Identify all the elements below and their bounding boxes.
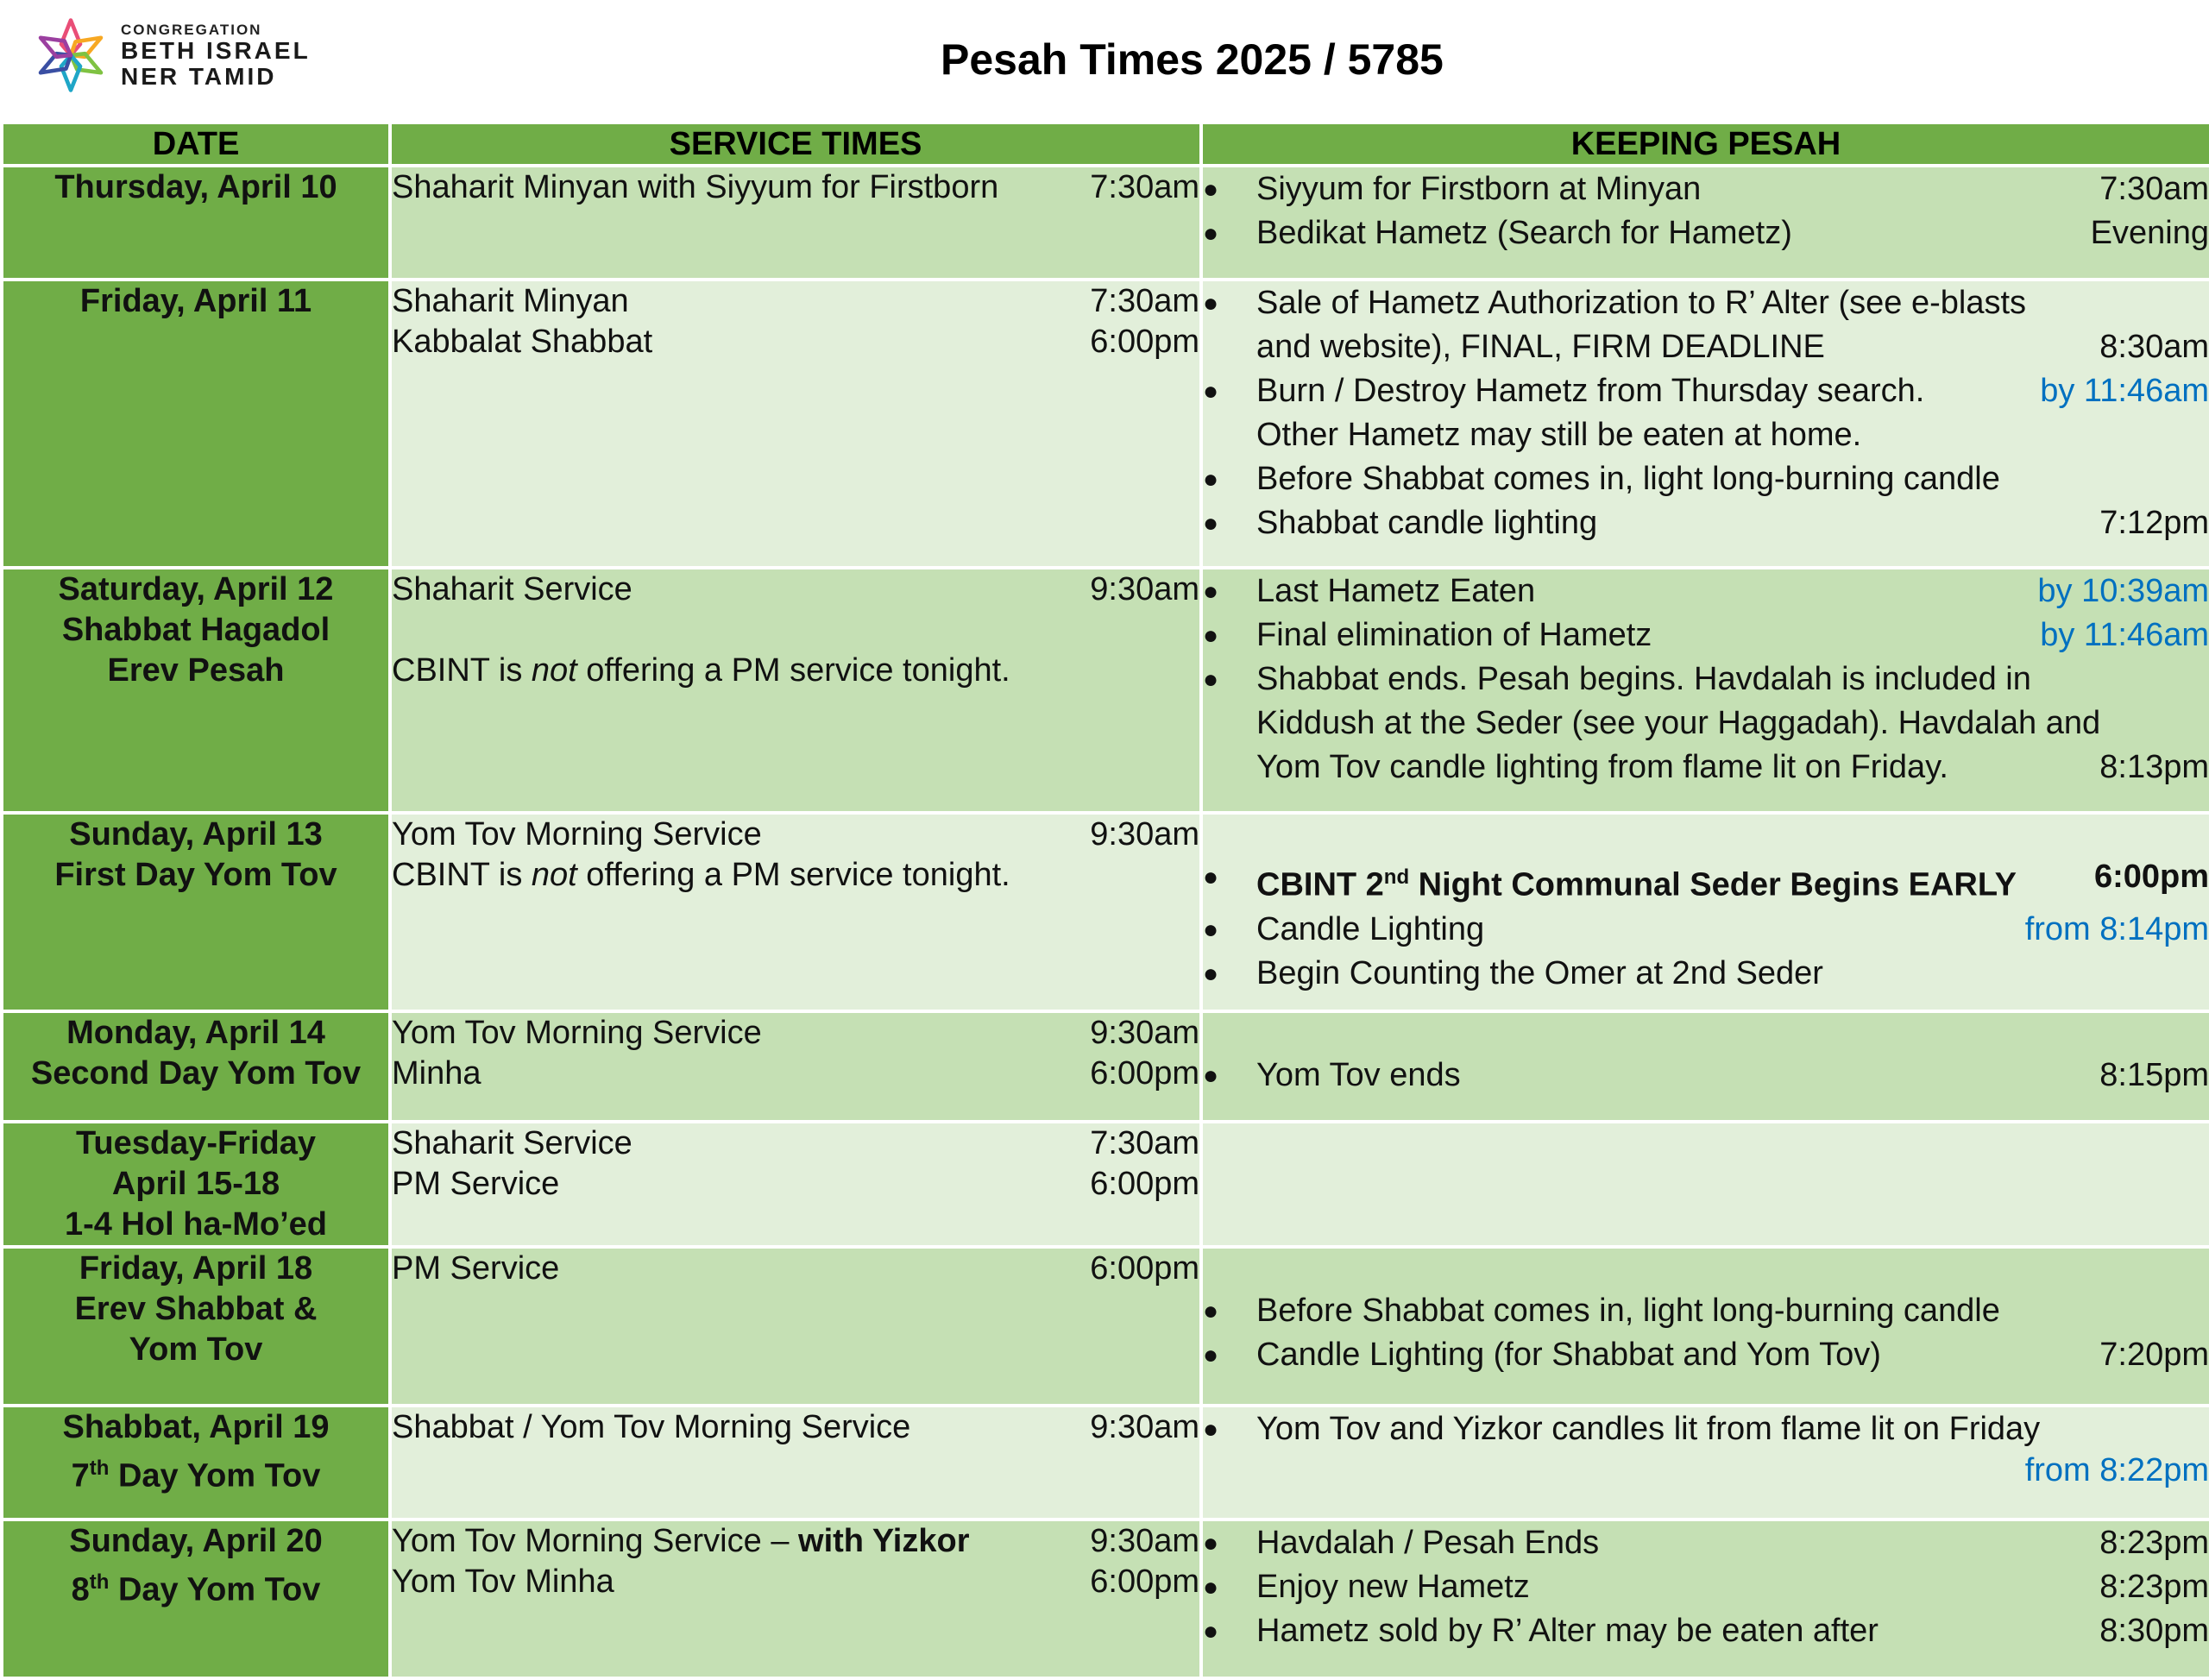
date-cell <box>2 568 390 813</box>
service-cell <box>390 1520 1201 1678</box>
table-row <box>2 166 2209 280</box>
service-name: Kabbalat Shabbat <box>392 324 653 360</box>
table-row <box>2 1011 2209 1122</box>
keeping-text: Other Hametz may still be eaten at home. <box>1256 417 1862 453</box>
date-line: Tuesday-Friday <box>75 1125 317 1161</box>
service-line <box>392 1054 1199 1094</box>
keeping-time: 6:00pm <box>2093 859 2209 895</box>
service-name: Shaharit Service <box>392 571 632 607</box>
keeping-time: Evening <box>2090 215 2209 251</box>
bullet-icon: ● <box>1203 863 1219 891</box>
date-line: Sunday, April 20 <box>69 1523 323 1559</box>
keeping-time: 8:23pm <box>2099 1525 2209 1561</box>
list-item <box>1203 1565 2209 1609</box>
bullet-icon: ● <box>1203 1061 1219 1090</box>
list-item <box>1203 952 2209 996</box>
list-item <box>1203 658 2209 790</box>
date-cell <box>2 166 390 280</box>
bullet-icon: ● <box>1203 1573 1219 1601</box>
date-cell <box>2 280 390 568</box>
service-time: 9:30am <box>1090 1523 1199 1559</box>
keeping-text: Begin Counting the Omer at 2nd Seder <box>1256 954 1823 991</box>
keeping-text: Before Shabbat comes in, light long-burning candle <box>1256 461 2000 497</box>
bullet-icon: ● <box>1203 959 1219 988</box>
service-name: Minha <box>392 1055 481 1092</box>
keeping-time: by 10:39am <box>2037 573 2209 609</box>
service-name: Yom Tov Morning Service <box>392 1015 762 1051</box>
service-time: 6:00pm <box>1090 1564 1199 1600</box>
list-item <box>1203 569 2209 613</box>
table-row <box>2 1520 2209 1678</box>
keeping-text: Enjoy new Hametz <box>1256 1569 1530 1605</box>
service-cell <box>390 568 1201 813</box>
keeping-text: Candle Lighting (for Shabbat and Yom Tov) <box>1256 1337 1881 1373</box>
service-name: Shaharit Service <box>392 1125 632 1161</box>
service-time: 7:30am <box>1090 1125 1199 1161</box>
bullet-icon: ● <box>1203 915 1219 944</box>
bullet-icon: ● <box>1203 175 1219 204</box>
service-note <box>392 651 1199 691</box>
table-header-row <box>2 123 2209 166</box>
keeping-text: Yom Tov ends <box>1256 1057 1461 1093</box>
bullet-icon: ● <box>1203 219 1219 248</box>
keeping-time: 7:30am <box>2099 171 2209 207</box>
service-name: Shaharit Minyan <box>392 283 629 319</box>
keeping-cell <box>1201 813 2209 1011</box>
service-line <box>392 569 1199 610</box>
list-item <box>1203 1609 2209 1653</box>
bullet-icon: ● <box>1203 509 1219 538</box>
service-line <box>392 1123 1199 1164</box>
bullet-icon: ● <box>1203 577 1219 606</box>
list-item <box>1203 501 2209 545</box>
keeping-time: 7:12pm <box>2099 505 2209 541</box>
keeping-cell <box>1201 166 2209 280</box>
bullet-icon: ● <box>1203 665 1219 694</box>
bullet-icon: ● <box>1203 621 1219 650</box>
congregation-logo <box>31 12 311 98</box>
page-title: Pesah Times 2025 / 5785 <box>941 35 1444 84</box>
service-line <box>392 1521 1199 1562</box>
keeping-cell <box>1201 1520 2209 1678</box>
list-item <box>1203 908 2209 952</box>
bullet-icon: ● <box>1203 465 1219 494</box>
list-item <box>1203 211 2209 255</box>
list-item <box>1203 167 2209 211</box>
keeping-cell <box>1201 1011 2209 1122</box>
keeping-text: Yom Tov candle lighting from flame lit on Friday. <box>1256 749 1948 785</box>
date-line: Erev Shabbat & <box>74 1291 318 1327</box>
service-line <box>392 815 1199 855</box>
keeping-text: Candle Lighting <box>1256 910 1485 947</box>
keeping-text: Siyyum for Firstborn at Minyan <box>1256 171 1702 207</box>
date-line: 8th Day Yom Tov <box>71 1570 321 1608</box>
keeping-time: from 8:22pm <box>2024 1452 2209 1488</box>
service-line <box>392 1562 1199 1602</box>
keeping-text: Last Hametz Eaten <box>1256 573 1536 609</box>
list-item <box>1203 613 2209 658</box>
keeping-cell <box>1201 1247 2209 1406</box>
keeping-time: 7:20pm <box>2099 1337 2209 1373</box>
note-text: CBINT is <box>392 652 532 689</box>
keeping-text: CBINT 2nd Night Communal Seder Begins EARLY <box>1256 865 2017 903</box>
date-cell <box>2 1247 390 1406</box>
service-name: Shaharit Minyan with Siyyum for Firstborn <box>392 169 999 205</box>
date-line: Erev Pesah <box>107 652 285 689</box>
schedule-table <box>0 121 2209 1680</box>
service-line <box>392 322 1199 362</box>
keeping-cell <box>1201 568 2209 813</box>
service-time: 6:00pm <box>1090 324 1199 360</box>
keeping-text: Yom Tov and Yizkor candles lit from flame lit on Friday <box>1256 1411 2041 1447</box>
list-item <box>1203 855 2209 908</box>
logo-line-2: BETH ISRAEL <box>121 36 311 64</box>
service-cell <box>390 1011 1201 1122</box>
date-cell <box>2 1520 390 1678</box>
date-line: Yom Tov <box>129 1331 263 1368</box>
table-row <box>2 568 2209 813</box>
service-name: PM Service <box>392 1166 560 1202</box>
date-cell <box>2 1011 390 1122</box>
list-item <box>1203 1289 2209 1333</box>
service-line <box>392 1249 1199 1289</box>
service-cell <box>390 280 1201 568</box>
logo-line-1: CONGREGATION <box>121 21 262 38</box>
date-line: Saturday, April 12 <box>58 571 334 607</box>
header-keeping-pesah: KEEPING PESAH <box>1201 123 2209 166</box>
keeping-time: 8:30pm <box>2099 1613 2209 1649</box>
table-row <box>2 1406 2209 1520</box>
keeping-text: Hametz sold by R’ Alter may be eaten after <box>1256 1613 1879 1649</box>
service-time: 6:00pm <box>1090 1250 1199 1287</box>
keeping-time: 8:15pm <box>2099 1057 2209 1093</box>
date-line: Thursday, April 10 <box>54 169 337 205</box>
service-name: Yom Tov Morning Service <box>392 816 762 853</box>
service-line <box>392 281 1199 322</box>
header-date: DATE <box>2 123 390 166</box>
note-emphasis: not <box>531 652 577 689</box>
date-line: Second Day Yom Tov <box>30 1055 362 1092</box>
list-item <box>1203 1333 2209 1377</box>
service-time: 9:30am <box>1090 571 1199 607</box>
date-line: Shabbat Hagadol <box>61 612 330 648</box>
keeping-time: by 11:46am <box>2040 373 2209 409</box>
keeping-time: from 8:14pm <box>2024 910 2209 947</box>
list-item <box>1203 1521 2209 1565</box>
list-item <box>1203 281 2209 369</box>
keeping-text: Before Shabbat comes in, light long-burning candle <box>1256 1293 2000 1329</box>
service-note <box>392 855 1199 896</box>
keeping-cell <box>1201 1122 2209 1247</box>
date-line: Friday, April 18 <box>79 1250 313 1287</box>
note-emphasis: not <box>531 857 577 893</box>
service-time: 7:30am <box>1090 283 1199 319</box>
service-name: Yom Tov Morning Service – with Yizkor <box>392 1523 970 1559</box>
date-cell <box>2 1406 390 1520</box>
bullet-icon: ● <box>1203 377 1219 406</box>
service-line <box>392 167 1199 208</box>
keeping-time: by 11:46am <box>2040 617 2209 653</box>
service-time: 6:00pm <box>1090 1055 1199 1092</box>
bullet-icon: ● <box>1203 1341 1219 1369</box>
table-row <box>2 1122 2209 1247</box>
keeping-text: Final elimination of Hametz <box>1256 617 1652 653</box>
date-line: 7th Day Yom Tov <box>71 1457 321 1494</box>
keeping-time: 8:23pm <box>2099 1569 2209 1605</box>
date-line: First Day Yom Tov <box>54 857 337 893</box>
bullet-icon: ● <box>1203 1617 1219 1645</box>
date-line: April 15-18 <box>111 1166 280 1202</box>
keeping-text: Burn / Destroy Hametz from Thursday search. <box>1256 373 1925 409</box>
service-cell <box>390 1406 1201 1520</box>
note-text: CBINT is <box>392 857 532 893</box>
keeping-text: Havdalah / Pesah Ends <box>1256 1525 1600 1561</box>
service-time: 9:30am <box>1090 816 1199 853</box>
header-service-times: SERVICE TIMES <box>390 123 1201 166</box>
table-row <box>2 813 2209 1011</box>
bullet-icon: ● <box>1203 1297 1219 1325</box>
service-time: 9:30am <box>1090 1015 1199 1051</box>
service-time: 9:30am <box>1090 1409 1199 1445</box>
bullet-icon: ● <box>1203 1529 1219 1557</box>
list-item <box>1203 457 2209 501</box>
service-cell <box>390 166 1201 280</box>
keeping-text: and website), FINAL, FIRM DEADLINE <box>1256 329 1825 365</box>
service-cell <box>390 1122 1201 1247</box>
service-cell <box>390 1247 1201 1406</box>
bullet-icon: ● <box>1203 1415 1219 1444</box>
service-cell <box>390 813 1201 1011</box>
keeping-text: Shabbat ends. Pesah begins. Havdalah is included in <box>1256 661 2031 697</box>
date-cell <box>2 813 390 1011</box>
note-text: offering a PM service tonight. <box>576 857 1010 893</box>
service-line <box>392 1013 1199 1054</box>
keeping-time: 8:30am <box>2099 329 2209 365</box>
list-item <box>1203 1054 2209 1098</box>
keeping-cell <box>1201 1406 2209 1520</box>
keeping-text: Shabbat candle lighting <box>1256 505 1598 541</box>
list-item <box>1203 369 2209 457</box>
date-line: Friday, April 11 <box>79 283 312 319</box>
date-cell <box>2 1122 390 1247</box>
table-row <box>2 1247 2209 1406</box>
keeping-text: Kiddush at the Seder (see your Haggadah). Havdalah and <box>1256 705 2101 741</box>
date-line: 1-4 Hol ha-Mo’ed <box>64 1206 328 1243</box>
date-line: Monday, April 14 <box>66 1015 325 1051</box>
logo-line-3: NER TAMID <box>121 62 277 90</box>
service-line <box>392 1164 1199 1205</box>
service-line <box>392 1407 1199 1448</box>
bullet-icon: ● <box>1203 289 1219 318</box>
keeping-cell <box>1201 280 2209 568</box>
service-name: PM Service <box>392 1250 560 1287</box>
keeping-text: Sale of Hametz Authorization to R’ Alter (see e-blasts <box>1256 285 2027 321</box>
keeping-text: Bedikat Hametz (Search for Hametz) <box>1256 215 1792 251</box>
keeping-time: 8:13pm <box>2099 749 2209 785</box>
service-time: 7:30am <box>1090 169 1199 205</box>
service-name: Shabbat / Yom Tov Morning Service <box>392 1409 911 1445</box>
service-time: 6:00pm <box>1090 1166 1199 1202</box>
table-row <box>2 280 2209 568</box>
list-item <box>1203 1407 2209 1490</box>
star-of-david-flower-icon <box>31 12 110 98</box>
date-line: Shabbat, April 19 <box>62 1409 330 1445</box>
date-line: Sunday, April 13 <box>69 816 323 853</box>
note-text: offering a PM service tonight. <box>576 652 1010 689</box>
service-name: Yom Tov Minha <box>392 1564 614 1600</box>
